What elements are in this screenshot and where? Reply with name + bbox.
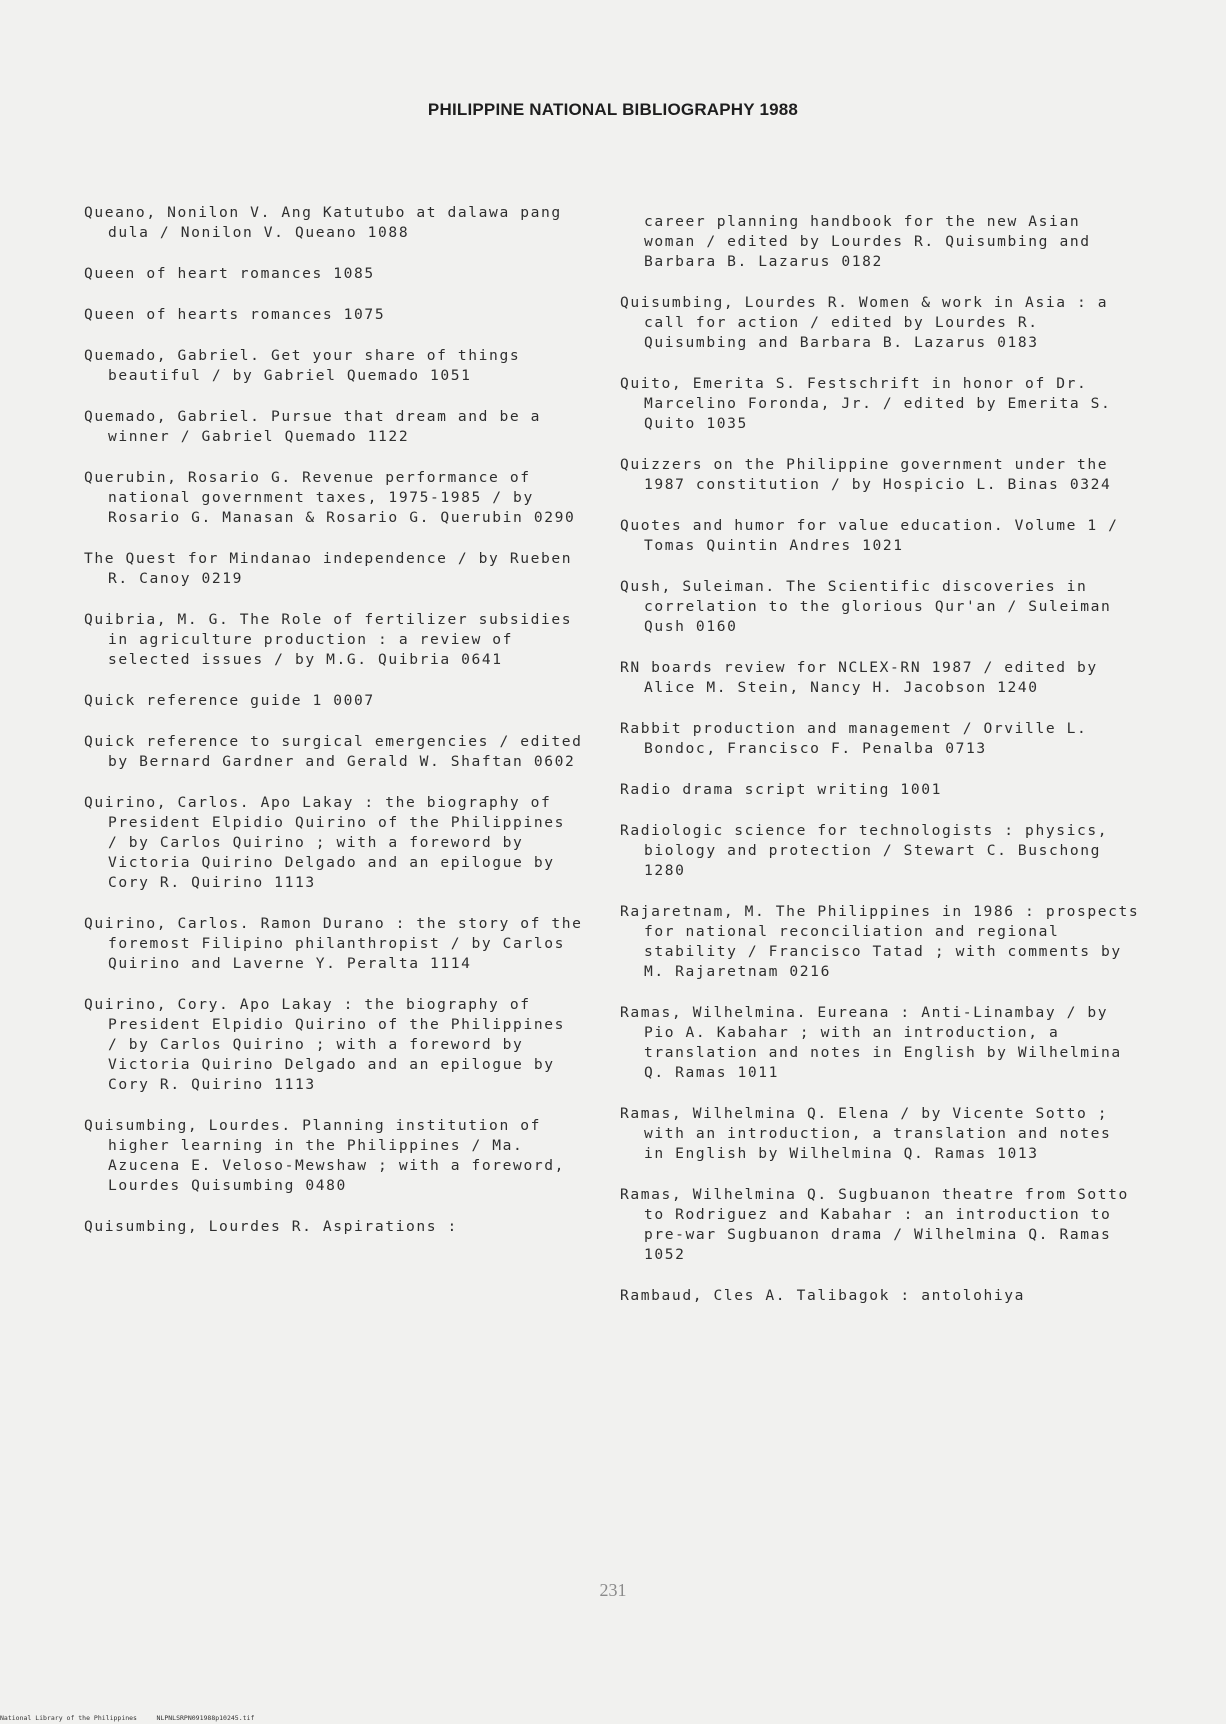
right-column	[620, 212, 1140, 1327]
bibliography-entry: Ramas, Wilhelmina Q. Sugbuanon theatre from Sotto to Rodriguez and Kabahar : an introduction to pre-war Sugbuanon drama / Wilhelmina Q. Ramas 1052	[620, 1186, 1129, 1263]
bibliography-entry: Ramas, Wilhelmina. Eureana : Anti-Linambay / by Pio A. Kabahar ; with an introduction, a translation and notes in English by Wilhelmina Q. Ramas 1011	[620, 1004, 1122, 1081]
bibliography-entry: The Quest for Mindanao independence / by Rueben R. Canoy 0219	[84, 550, 573, 587]
bibliography-entry: Ramas, Wilhelmina Q. Elena / by Vicente Sotto ; with an introduction, a translation and notes in English by Wilhelmina Q. Ramas 1013	[620, 1105, 1112, 1162]
bibliography-entry: Quito, Emerita S. Festschrift in honor of Dr. Marcelino Foronda, Jr. / edited by Emerita S. Quito 1035	[620, 375, 1112, 432]
bibliography-entry: Quisumbing, Lourdes R. Aspirations :	[84, 1218, 458, 1235]
bibliography-entry: Quirino, Carlos. Apo Lakay : the biography of President Elpidio Quirino of the Philippines / by Carlos Quirino ; with a foreword by Victoria Quirino Delgado and an epilogue by Cory R. Quirino 1113	[84, 794, 565, 891]
bibliography-entry: Quemado, Gabriel. Pursue that dream and be a winner / Gabriel Quemado 1122	[84, 408, 541, 445]
bibliography-entry: Quirino, Cory. Apo Lakay : the biography of President Elpidio Quirino of the Philippines / by Carlos Quirino ; with a foreword by Victoria Quirino Delgado and an epilogue by Cory R. Quirino 1113	[84, 996, 565, 1093]
scan-footer-note: National Library of the Philippines NLPNLSRPN091988p10245.tif	[0, 1714, 255, 1722]
bibliography-entry: Quick reference guide 1 0007	[84, 692, 375, 709]
bibliography-entry: career planning handbook for the new Asian woman / edited by Lourdes R. Quisumbing and Barbara B. Lazarus 0182	[644, 213, 1091, 270]
bibliography-entry: Querubin, Rosario G. Revenue performance of national government taxes, 1975-1985 / by Rosario G. Manasan & Rosario G. Querubin 0290	[84, 469, 576, 526]
bibliography-entry: Quick reference to surgical emergencies / edited by Bernard Gardner and Gerald W. Shaftan 0602	[84, 733, 583, 770]
bibliography-entry: Queano, Nonilon V. Ang Katutubo at dalawa pang dula / Nonilon V. Queano 1088	[84, 204, 562, 241]
page-title: PHILIPPINE NATIONAL BIBLIOGRAPHY 1988	[427, 100, 799, 119]
bibliography-entry: Rabbit production and management / Orville L. Bondoc, Francisco F. Penalba 0713	[620, 720, 1088, 757]
bibliography-entry: Quemado, Gabriel. Get your share of things beautiful / by Gabriel Quemado 1051	[84, 347, 521, 384]
bibliography-entry: Quisumbing, Lourdes R. Women & work in Asia : a call for action / edited by Lourdes R. Quisumbing and Barbara B. Lazarus 0183	[620, 294, 1109, 351]
bibliography-entry: Radiologic science for technologists : physics, biology and protection / Stewart C. Buschong 1280	[620, 822, 1109, 879]
bibliography-entry: RN boards review for NCLEX-RN 1987 / edited by Alice M. Stein, Nancy H. Jacobson 1240	[620, 659, 1098, 696]
bibliography-entry: Qush, Suleiman. The Scientific discoveries in correlation to the glorious Qur'an / Suleiman Qush 0160	[620, 578, 1112, 635]
bibliography-entry: Quizzers on the Philippine government under the 1987 constitution / by Hospicio L. Binas 0324	[620, 456, 1112, 493]
bibliography-entry: Quibria, M. G. The Role of fertilizer subsidies in agriculture production : a review of selected issues / by M.G. Quibria 0641	[84, 611, 573, 668]
left-column	[84, 203, 584, 1258]
bibliography-entry: Queen of hearts romances 1075	[84, 306, 386, 323]
bibliography-entry: Quotes and humor for value education. Volume 1 / Tomas Quintin Andres 1021	[620, 517, 1119, 554]
bibliography-entry: Quirino, Carlos. Ramon Durano : the story of the foremost Filipino philanthropist / by Carlos Quirino and Laverne Y. Peralta 1114	[84, 915, 583, 972]
bibliography-entry: Quisumbing, Lourdes. Planning institution of higher learning in the Philippines / Ma. Azucena E. Veloso-Mewshaw ; with a foreword, Lourdes Quisumbing 0480	[84, 1117, 565, 1194]
bibliography-entry: Rambaud, Cles A. Talibagok : antolohiya	[620, 1287, 1026, 1304]
bibliography-entry: Rajaretnam, M. The Philippines in 1986 : prospects for national reconciliation and regional stability / Francisco Tatad ; with comments by M. Rajaretnam 0216	[620, 903, 1140, 980]
bibliography-entry: Radio drama script writing 1001	[620, 781, 942, 798]
page-number: 231	[599, 1580, 627, 1600]
bibliography-entry: Queen of heart romances 1085	[84, 265, 375, 282]
